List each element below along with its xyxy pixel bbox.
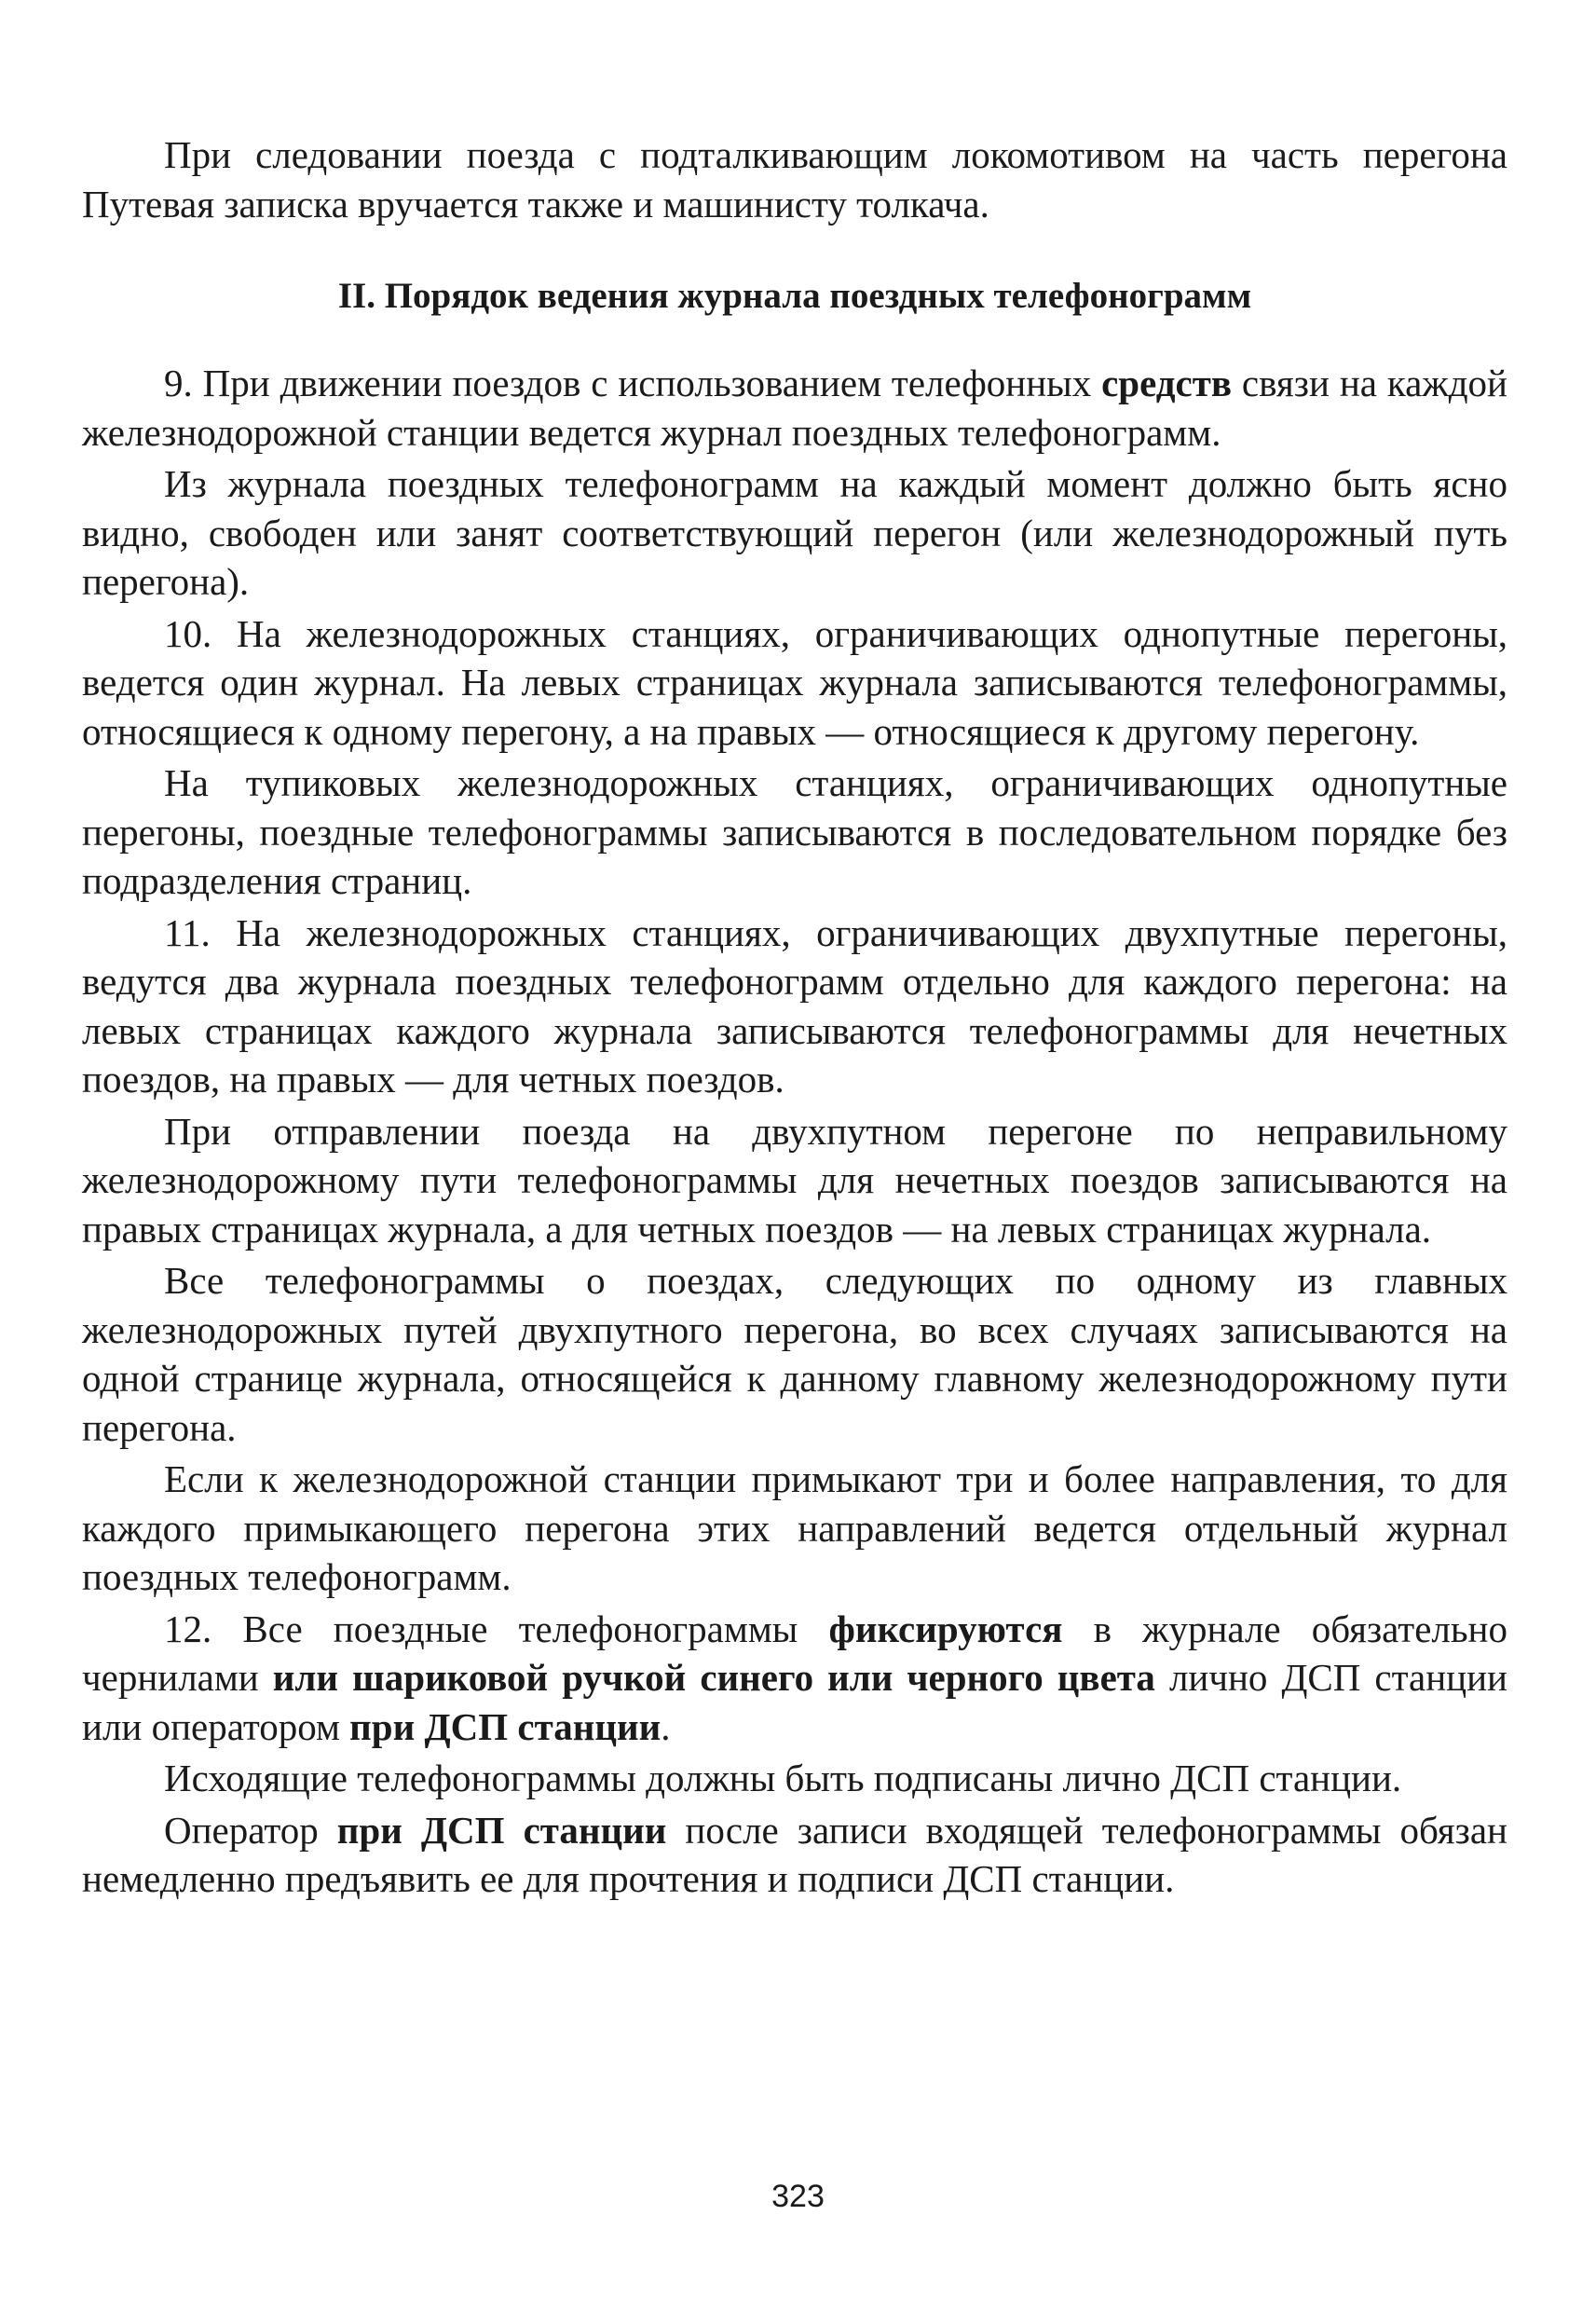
paragraph-12-text-c: в журнале обязательно чернилами (82, 1607, 1507, 1699)
paragraph-9-text-a: 9. При движении поездов с использованием телефонных (164, 362, 1102, 404)
paragraph-12-bold-b: фиксируются (828, 1607, 1063, 1650)
paragraph-12-text-g: . (661, 1704, 671, 1748)
paragraph-10-b: На тупиковых железнодорожных станциях, ограничивающих однопутные перегоны, поездные телефонограммы записываются в последовательном порядке без подразделения страниц. (82, 761, 1507, 902)
intro-paragraph: При следовании поезда с подталкивающим локомотивом на часть перегона Путевая записка вручается также и машинисту толкача. (82, 133, 1507, 226)
paragraph-9-text-c: связи на каждой железнодорожной станции ведется журнал поездных телефонограмм. (82, 362, 1508, 454)
paragraph-12-b: Исходящие телефонограммы должны быть подписаны лично ДСП станции. (164, 1757, 1402, 1799)
paragraph-9-bold: средств (1101, 362, 1232, 404)
paragraph-12-bold-f: при ДСП станции (349, 1704, 662, 1748)
document-body (82, 130, 1507, 1907)
paragraph-10: 10. На железнодорожных станциях, ограничивающих однопутные перегоны, ведется один журнал. На левых страницах журнала записываются телефонограммы, относящиеся к одному перегону, а на правых — относящиеся к другому перегону. (82, 611, 1507, 753)
paragraph-11-b: При отправлении поезда на двухпутном перегоне по неправильному железнодорожному пути телефонограммы для нечетных поездов записываются на правых страницах журнала, а для четных поездов — на левых страницах журнала. (82, 1109, 1507, 1251)
paragraph-12-c (82, 1806, 1507, 1904)
paragraph-11: 11. На железнодорожных станциях, ограничивающих двухпутные перегоны, ведутся два журнала поездных телефонограмм отдельно для каждого перегона: на левых страницах каждого журнала записываются телефонограммы для нечетных поездов, на правых — для четных поездов. (82, 910, 1507, 1101)
paragraph-12c-bold: при ДСП станции (336, 1808, 667, 1852)
paragraph-11-d: Если к железнодорожной станции примыкают три и более направления, то для каждого примыкающего перегона этих направлений ведется отдельный журнал поездных телефонограмм. (82, 1457, 1507, 1598)
paragraph-12 (82, 1605, 1507, 1752)
section-heading: II. Порядок ведения журнала поездных телефонограмм (337, 276, 1252, 316)
paragraph-12-text-e: лично ДСП станции или оператором (82, 1656, 1507, 1748)
paragraph-11-c: Все телефонограммы о поездах, следующих по одному из главных железнодорожных путей двухпутного перегона, во всех случаях записываются на одной странице журнала, относящейся к данному главному железнодорожному пути перегона. (82, 1259, 1507, 1449)
paragraph-9-b: Из журнала поездных телефонограмм на каждый момент должно быть ясно видно, свободен или занят соответствующий перегон (или железнодорожный путь перегона). (82, 462, 1507, 603)
paragraph-9 (82, 359, 1507, 457)
paragraph-12c-text-c: после записи входящей телефонограммы обязан немедленно предъявить ее для прочтения и подписи ДСП станции. (82, 1808, 1507, 1900)
paragraph-12-bold-d: или шариковой ручкой синего или черного цвета (272, 1656, 1155, 1699)
paragraph-12c-text-a: Оператор (164, 1808, 337, 1852)
paragraph-12-text-a: 12. Все поездные телефонограммы (164, 1607, 829, 1650)
page-number: 323 (771, 2179, 825, 2214)
